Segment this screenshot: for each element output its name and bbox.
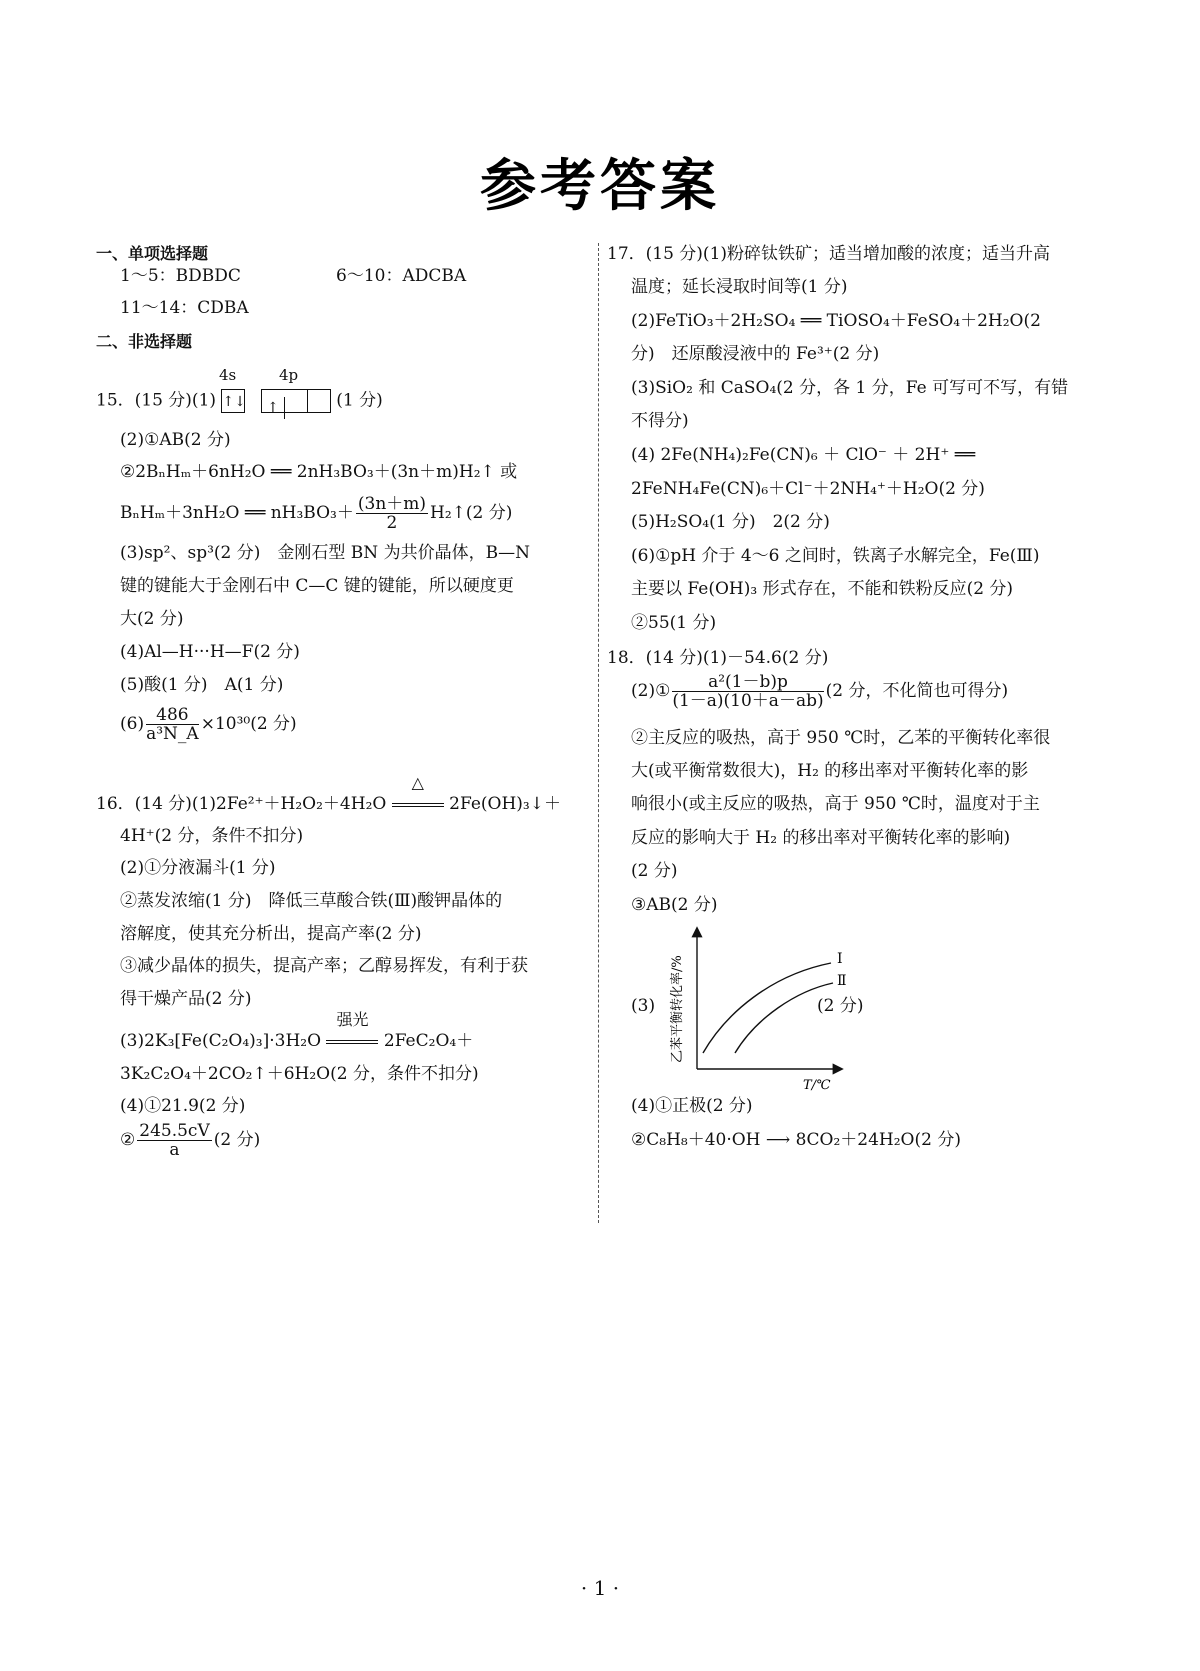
fraction-denominator: 2 bbox=[386, 513, 398, 533]
orbital-box-4s bbox=[221, 389, 245, 413]
fraction-numerator: 486 bbox=[146, 706, 199, 725]
q16-4b-post: (2 分) bbox=[213, 1130, 261, 1150]
q17-3a: (3)SiO₂ 和 CaSO₄(2 分，各 1 分，Fe 可写可不写，有错 bbox=[631, 378, 1069, 398]
heat-triangle-icon: △ bbox=[411, 772, 424, 792]
q15-head: 15．(15 分)(1) bbox=[96, 390, 217, 411]
section-heading-non-choice: 二、非选择题 bbox=[96, 332, 193, 351]
q16-2e: 得干燥产品(2 分) bbox=[120, 989, 252, 1009]
q16-2d: ③减少晶体的损失，提高产率；乙醇易挥发，有利于获 bbox=[120, 956, 528, 976]
reaction-condition-heat bbox=[392, 772, 444, 812]
q15-3a: (3)sp²、sp³(2 分) 金刚石型 BN 为共价晶体，B—N bbox=[120, 543, 530, 563]
q17-1a: 17．(15 分)(1)粉碎钛铁矿；适当增加酸的浓度；适当升高 bbox=[607, 244, 1051, 264]
answer-11-14: 11～14：CDBA bbox=[120, 298, 249, 318]
q18-1: 18．(14 分)(1)－54.6(2 分) bbox=[607, 648, 829, 668]
q16-3a bbox=[120, 1009, 474, 1052]
q16-2c: 溶解度，使其充分析出，提高产率(2 分) bbox=[120, 924, 422, 944]
q18-2g: ③AB(2 分) bbox=[631, 895, 718, 915]
q17-4a: (4) 2Fe(NH₄)₂Fe(CN)₆ ＋ ClO⁻ ＋ 2H⁺ ══ bbox=[631, 445, 976, 465]
fraction-numerator: (3n＋m) bbox=[357, 494, 427, 514]
orbital-label-4s: 4s bbox=[219, 366, 237, 384]
q16-1a bbox=[96, 772, 561, 815]
q17-6b: 主要以 Fe(OH)₃ 形式存在，不能和铁粉反应(2 分) bbox=[631, 579, 1014, 599]
series-line-I bbox=[703, 963, 831, 1053]
page-number: · 1 · bbox=[580, 1576, 620, 1600]
q17-1b: 温度；延长浸取时间等(1 分) bbox=[631, 277, 848, 297]
q18-2c: 大(或平衡常数很大)，H₂ 的移出率对平衡转化率的影 bbox=[631, 761, 1029, 781]
column-divider bbox=[598, 243, 599, 1223]
q15-2c-pre: BₙHₘ＋3nH₂O ══ nH₃BO₃＋ bbox=[120, 503, 354, 523]
q18-2d: 响很小(或主反应的吸热，高于 950 ℃时，温度对于主 bbox=[631, 794, 1040, 814]
series-line-II bbox=[735, 983, 833, 1053]
q16-4b bbox=[120, 1122, 260, 1159]
q16-2b: ②蒸发浓缩(1 分) 降低三草酸合铁(Ⅲ)酸钾晶体的 bbox=[120, 891, 503, 911]
orbital-label-4p: 4p bbox=[279, 366, 299, 384]
q16-3b: 3K₂C₂O₄＋2CO₂↑＋6H₂O(2 分，条件不扣分) bbox=[120, 1064, 479, 1084]
q15-2c-post: H₂↑(2 分) bbox=[430, 503, 513, 523]
q17-2b: 分) 还原酸浸液中的 Fe³⁺(2 分) bbox=[631, 344, 880, 364]
q17-5: (5)H₂SO₄(1 分) 2(2 分) bbox=[631, 512, 830, 532]
q18-3-score: (2 分) bbox=[817, 996, 864, 1016]
page-title: 参考答案 bbox=[480, 154, 720, 219]
q15-6 bbox=[120, 706, 297, 743]
fraction-denominator: a³N_A bbox=[146, 724, 199, 744]
x-axis-label: T/℃ bbox=[803, 1078, 831, 1093]
fraction-numerator: 245.5cV bbox=[139, 1121, 210, 1141]
q17-6a: (6)①pH 介于 4～6 之间时，铁离子水解完全，Fe(Ⅲ) bbox=[631, 546, 1040, 566]
q15-6-post: ×10³⁰(2 分) bbox=[200, 714, 297, 734]
q16-4b-fraction bbox=[137, 1122, 211, 1159]
y-axis-label: 乙苯平衡转化率/% bbox=[670, 955, 685, 1063]
q17-2a: (2)FeTiO₃＋2H₂SO₄ ══ TiOSO₄＋FeSO₄＋2H₂O(2 bbox=[631, 311, 1041, 331]
q18-2a-post: (2 分，不化简也可得分) bbox=[825, 681, 1009, 701]
orbital-box-4p bbox=[261, 389, 331, 416]
q17-4b: 2FeNH₄Fe(CN)₆＋Cl⁻＋2NH₄⁺＋H₂O(2 分) bbox=[631, 479, 985, 499]
q15-6-fraction bbox=[146, 706, 199, 743]
q16-2a: (2)①分液漏斗(1 分) bbox=[120, 858, 276, 878]
q18-2a-fraction bbox=[672, 673, 823, 710]
series-label-I: Ⅰ bbox=[837, 951, 843, 967]
fraction-denominator: (1－a)(10＋a－ab) bbox=[672, 691, 824, 711]
q15-3c: 大(2 分) bbox=[120, 609, 184, 629]
q17-3b: 不得分) bbox=[631, 411, 689, 431]
q16-1b: 4H⁺(2 分，条件不扣分) bbox=[120, 826, 304, 846]
q16-4b-pre: ② bbox=[120, 1130, 136, 1150]
q15-6-pre: (6) bbox=[120, 714, 145, 734]
q18-4a: (4)①正极(2 分) bbox=[631, 1096, 753, 1116]
q18-4b: ②C₈H₈＋40·OH ⟶ 8CO₂＋24H₂O(2 分) bbox=[631, 1130, 961, 1150]
q16-3a-post: 2FeC₂O₄＋ bbox=[383, 1031, 474, 1051]
q16-1a-pre: 16．(14 分)(1)2Fe²⁺＋H₂O₂＋4H₂O bbox=[96, 794, 387, 814]
q18-2b: ②主反应的吸热，高于 950 ℃时，乙苯的平衡转化率很 bbox=[631, 728, 1051, 748]
condition-label: 强光 bbox=[336, 1009, 369, 1029]
q15-part1 bbox=[96, 389, 383, 416]
q16-3a-pre: (3)2K₃[Fe(C₂O₄)₃]·3H₂O bbox=[120, 1031, 322, 1051]
q15-head-score: (1 分) bbox=[336, 390, 383, 411]
q18-2a bbox=[631, 673, 1008, 710]
q18-3-label: (3) bbox=[631, 996, 656, 1016]
q18-2a-pre: (2)① bbox=[631, 681, 671, 701]
q17-6c: ②55(1 分) bbox=[631, 613, 717, 633]
q18-2e: 反应的影响大于 H₂ 的移出率对平衡转化率的影响) bbox=[631, 828, 1011, 848]
q15-5: (5)酸(1 分) A(1 分) bbox=[120, 675, 284, 695]
q15-4: (4)Al—H···H—F(2 分) bbox=[120, 642, 300, 662]
answer-1-5: 1～5：BDBDC bbox=[120, 266, 241, 286]
orbital-single-electron-icon: ↑ bbox=[262, 397, 285, 419]
orbital-paired-electrons-icon: ↑↓ bbox=[222, 394, 246, 410]
q15-3b: 键的键能大于金刚石中 C—C 键的键能，所以硬度更 bbox=[120, 576, 514, 596]
series-label-II: Ⅱ bbox=[837, 973, 847, 989]
q15-2c bbox=[120, 495, 512, 532]
q15-2a: (2)①AB(2 分) bbox=[120, 430, 231, 450]
q15-2b: ②2BₙHₘ＋6nH₂O ══ 2nH₃BO₃＋(3n＋m)H₂↑ 或 bbox=[120, 462, 518, 482]
q15-2c-fraction bbox=[356, 495, 428, 532]
fraction-denominator: a bbox=[169, 1140, 180, 1160]
reaction-condition-light bbox=[326, 1009, 378, 1049]
answer-6-10: 6～10：ADCBA bbox=[336, 266, 467, 286]
q18-2f: (2 分) bbox=[631, 861, 678, 881]
q16-4a: (4)①21.9(2 分) bbox=[120, 1096, 246, 1116]
q16-1a-post: 2Fe(OH)₃↓＋ bbox=[449, 794, 561, 814]
fraction-numerator: a²(1－b)p bbox=[672, 673, 823, 692]
section-heading-single-choice: 一、单项选择题 bbox=[96, 244, 209, 263]
